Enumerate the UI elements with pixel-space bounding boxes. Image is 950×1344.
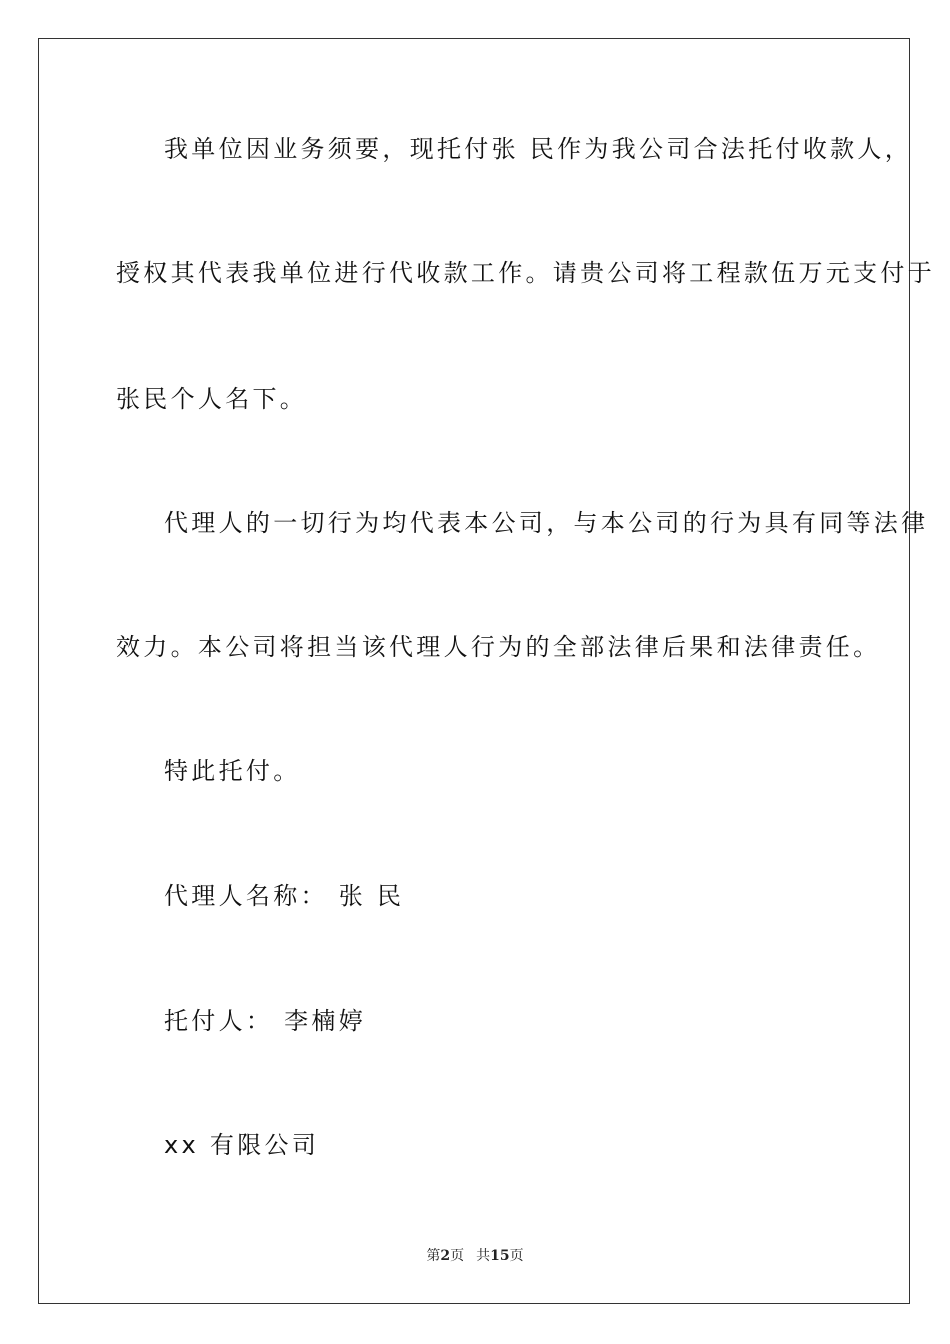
closing-line: 特此托付。 — [164, 757, 301, 785]
paragraph-line-3: 张民个人名下。 — [116, 385, 308, 413]
total-prefix: 共 — [476, 1248, 491, 1264]
page-number: 2 — [440, 1248, 451, 1264]
page-suffix: 页 — [450, 1248, 465, 1264]
total-pages: 15 — [490, 1248, 510, 1264]
agent-name-line: 代理人名称： 张 民 — [164, 882, 405, 910]
total-suffix: 页 — [509, 1248, 524, 1264]
paragraph-line-4: 代理人的一切行为均代表本公司，与本公司的行为具有同等法律 — [164, 509, 929, 537]
page-footer — [0, 1246, 950, 1266]
company-name-line: xx 有限公司 — [164, 1131, 320, 1159]
paragraph-line-5: 效力。本公司将担当该代理人行为的全部法律后果和法律责任。 — [116, 633, 881, 661]
page-frame — [38, 38, 913, 1304]
principal-line: 托付人： 李楠婷 — [164, 1007, 367, 1035]
page-prefix: 第 — [426, 1248, 441, 1264]
paragraph-line-2: 授权其代表我单位进行代收款工作。请贵公司将工程款伍万元支付于 — [116, 259, 935, 287]
paragraph-line-1: 我单位因业务须要，现托付张 民作为我公司合法托付收款人， — [164, 135, 913, 163]
